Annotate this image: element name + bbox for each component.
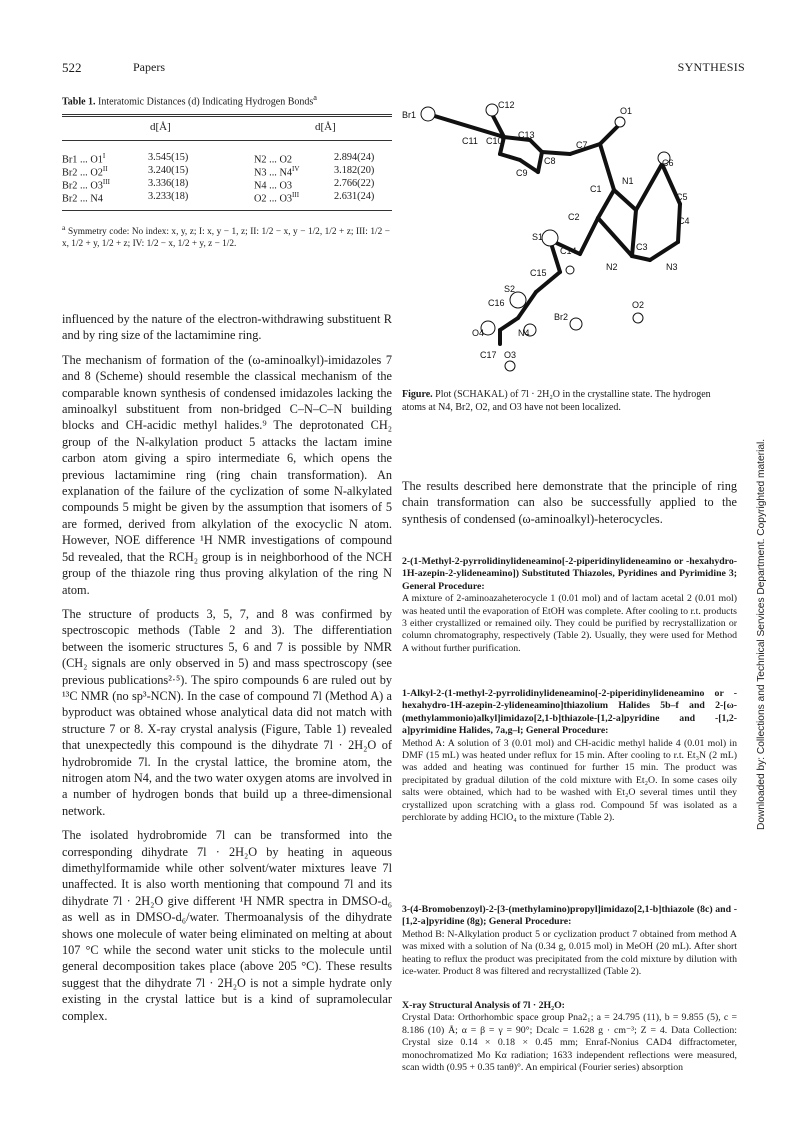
atom-label-C14: C14 [560, 246, 577, 256]
figure-caption-label: Figure. [402, 389, 433, 400]
procedure-title: 2-(1-Methyl-2-pyrrolidinylideneamino[-2-piperidinylideneamino or -hexahydro-1H-azepin-2-ylideneamino]) Substituted Thiazoles, Pyridines and Pyrimidine 3; General Procedure: [402, 556, 737, 592]
procedure-title: X-ray Structural Analysis of 7l · 2H₂O: [402, 1000, 565, 1011]
atom-label-O1: O1 [620, 106, 633, 116]
distance-b: 2.894(24) [334, 152, 375, 163]
table-col-header-left: d[Å] [150, 121, 171, 133]
bond-label-a: Br2 ... $O3^{III}$ [62, 178, 110, 192]
atom-label-C6: C6 [662, 158, 674, 168]
bond-label-b: O2 ... $O3^{III}$ [254, 191, 300, 205]
atom-label-N3: N3 [666, 262, 678, 272]
bond-label-b: N2 ... O2 [254, 154, 293, 166]
figure-caption [402, 389, 737, 414]
table-header-rule [62, 140, 392, 141]
bond-label-b: N4 ... O3 [254, 180, 293, 192]
atom-label-C8: C8 [544, 156, 556, 166]
atom-label-S1: S1 [532, 232, 544, 242]
atom-label-Br1: Br1 [402, 110, 417, 120]
table-top-rule-2 [62, 116, 392, 117]
table-row [62, 152, 392, 165]
table-caption-label: Table 1. [62, 96, 96, 108]
distance-b: 2.631(24) [334, 191, 375, 202]
distance-a: 3.545(15) [148, 152, 189, 163]
procedure-text: Method B: N-Alkylation product 5 or cyclization product 7 obtained from method A was mixed with a solution of Na (0.34 g, 0.015 mol) in MeOH (20 mL). After short heating to reflux the product was precipitated from the cold mixture by dilution with ice-water. Product 8 was filtered and recrystallized (Table 2). [402, 928, 737, 978]
atom-label-C17: C17 [480, 350, 497, 360]
table-top-rule [62, 114, 392, 115]
table-caption [62, 93, 382, 107]
table-row [62, 178, 392, 191]
table-caption-text: Interatomic Distances (d) Indicating Hydrogen Bonds [98, 96, 314, 108]
bond-label-a: Br2 ... N4 [62, 193, 103, 205]
atom-label-C2: C2 [568, 212, 580, 222]
molecule-plot [400, 92, 720, 382]
distance-a: 3.336(18) [148, 178, 189, 189]
table-footnote: $^a$ Symmetry code: No index: x, y, z; I: x, y − 1, z; II: 1/2 − x, y − 1/2, 1/2 + z; III: 1/2 − x, 1/2 + y, 1/2 + z; IV: 1/2 − x, 1/2 + y, z − 1/2. [62, 223, 390, 250]
atom-label-C3: C3 [636, 242, 648, 252]
paragraph: influenced by the nature of the electron-withdrawing substituent R and by ring size of the lactamimine ring. [62, 312, 392, 343]
section-name: Papers [133, 60, 165, 74]
table-row [62, 191, 392, 204]
distance-a: 3.233(18) [148, 191, 189, 202]
atom-label-S2: S2 [504, 284, 516, 294]
table-bottom-rule [62, 210, 392, 211]
atom-label-C15: C15 [530, 268, 547, 278]
atom-label-C7: C7 [576, 140, 588, 150]
bond-label-b: N3 ... $N4^{IV}$ [254, 165, 300, 179]
paragraph: The mechanism of formation of the (ω-aminoalkyl)-imidazoles 7 and 8 (Scheme) should resemble the classical mechanism of the comparable known synthesis of condensed imidazoles lacking the aminoalkyl substituent from non-bridged C–N–C–N building blocks and CH-acidic methyl halides.⁹ The deprotonated CH₂ group of the N-alkylation product 5 attacks the lactam imine carbon atom giving a spiro intermediate 6, which opens the previous lactamimine ring (ring chain transformation). An explanation of the failure of the cyclization of some N-alkylated compounds 5 might be given by the assumption that isomers of 5 are formed, derived from alkylation of the exocyclic N atom. However, NOE difference ¹H NMR investigations of compound 5d revealed, that the RCH₂ group is in neighborhood of the NCH group of the thiazole ring thus proving alkylation of the ring N atom. [62, 352, 392, 597]
left-column-text [62, 311, 392, 1032]
atom-label-Br2: Br2 [554, 312, 569, 322]
download-notice-text: Downloaded by: Collections and Technical Services Department. Copyrighted material. [756, 438, 767, 830]
atom-label-C11: C11 [462, 136, 478, 146]
atom-label-N2: N2 [606, 262, 618, 272]
paragraph: The structure of products 3, 5, 7, and 8 was confirmed by spectroscopic methods (Table 2 and 3). The differentiation between the isomeric structures 5, 6 and 7 is possible by NMR (CH₂ signals are only observed in 5) and mass spectroscopy (see previous publications²·⁵). The spiro compounds 6 are ruled out by ¹³C NMR (no sp³-NCN). In the case of compound 7l (Method A) a byproduct was obtained whose analytical data did not match with structure 7 or 8. X-ray crystal analysis (Figure, Table 1) revealed that unexpectedly this compound is the dihydrate 7l · 2H₂O of hydrobromide 7l. In the crystal lattice, the bromine atom, the nitrogen atom N4, and the two water oxygen atoms are involved in a number of hydrogen bonds that build up a three-dimensional network. [62, 606, 392, 818]
procedure-title: 3-(4-Bromobenzoyl)-2-[3-(methylamino)propyl]imidazo[2,1-b]thiazole (8c) and -[1,2-a]pyridine (8g); General Procedure: [402, 904, 737, 928]
atom-label-N4: N4 [518, 328, 530, 338]
procedure-text: Method A: A solution of 3 (0.01 mol) and CH-acidic methyl halide 4 (0.01 mol) in DMF (15 mL) was heated under reflux for 15 min. After cooling to r.t. Et₃N (2 mL) was added and heating was continued for further 15 min. The product was precipitated by gradual dilution of the cold mixture with Et₂O. In some cases oily salts were obtained, which had to be washed with Et₂O several times until they crystallized upon scratching with a glass rod. Compound 5f was isolated as a perchlorate by adding HClO₄ to the mixture (Table 2). [402, 737, 737, 824]
atom-label-N1: N1 [622, 176, 634, 186]
atom-label-C16: C16 [488, 298, 505, 308]
atom-label-C9: C9 [516, 168, 528, 178]
table-row [62, 165, 392, 178]
distance-b: 2.766(22) [334, 178, 375, 189]
procedure-text: A mixture of 2-aminoazaheterocycle 1 (0.01 mol) and of lactam acetal 2 (0.01 mol) was heated until the evaporation of EtOH was complete. After cooling to r.t. products 3 either crystallized or remained oily. They could be purified by recrystallization or column chromatography, respectively (Table 2). Usually, they were used for Method A without further purification. [402, 593, 737, 654]
procedure-block [402, 1000, 737, 1074]
table-col-header-right: d[Å] [315, 121, 336, 133]
atom-label-C5: C5 [676, 192, 688, 202]
right-column-intro: The results described here demonstrate that the principle of ring chain transformation can also be successfully applied to the synthesis of condensed (ω-aminoalkyl)-heterocycles. [402, 479, 737, 526]
distance-b: 3.182(20) [334, 165, 375, 176]
atom-label-O2: O2 [632, 300, 645, 310]
atom-label-C4: C4 [678, 216, 690, 226]
table-caption-mark: a [313, 93, 317, 102]
procedure-block [402, 688, 737, 824]
journal-name: SYNTHESIS [677, 60, 745, 74]
procedure-block [402, 904, 737, 978]
atom-label-O4: O4 [472, 328, 485, 338]
paragraph: The isolated hydrobromide 7l can be transformed into the corresponding dihydrate 7l · 2H₂O by heating in aqueous dimethylformamide while other solvent/water mixtures leave 7l unaffected. It is also worth mentioning that compound 7l and its dihydrate 7l · 2H₂O give different ¹H NMR spectra in DMSO-d₆ as well as in DMSO-d₆/water. Thermoanalysis of the dihydrate shows one molecule of water being eliminated on melting at about 107 °C while the second water unit sticks to the molecule until general decomposition takes place (above 205 °C). These results suggest that the dihydrate 7l · 2H₂O is not a simple hydrate only existing in the crystal lattice but is a kind of supramolecular complex. [62, 828, 392, 1023]
page-number: 522 [62, 60, 82, 75]
download-notice [752, 360, 772, 830]
atom-label-C1: C1 [590, 184, 602, 194]
procedure-block [402, 556, 737, 655]
bond-label-a: Br2 ... $O2^{II}$ [62, 165, 108, 179]
atom-label-O3: O3 [504, 350, 517, 360]
procedure-text: Crystal Data: Orthorhombic space group Pna2₁; a = 24.795 (11), b = 9.855 (5), c = 8.186 (10) Å; α = β = γ = 90°; Dcalc = 1.628 g · cm⁻³; Z = 4. Data Collection: Crystal size 0.14 × 0.18 × 0.45 mm; Enraf-Nonius CAD4 diffractometer, monochromatized Mo Kα radiation; 1633 independent reflections were measured, scan width (0.95 + 0.35 tanθ)°. An empirical (Fourier series) absorption [402, 1012, 737, 1074]
atom-label-C13: C13 [518, 130, 535, 140]
distance-a: 3.240(15) [148, 165, 189, 176]
procedure-title: 1-Alkyl-2-(1-methyl-2-pyrrolidinylideneamino[-2-piperidinylideneamino or -hexahydro-1H-azepin-2-ylideneamino]thiazolium Halides 5b–f and 2-[ω-(methylammonio)alkyl]imidazo[2,1-b]thiazole-[1,2-a]pyridine and -[1,2-a]pyrimidine Halides, 7a,g–l; General Procedure: [402, 688, 737, 737]
figure-caption-text: Plot (SCHAKAL) of 7l · 2H₂O in the crystalline state. The hydrogen atoms at N4, Br2, O2, and O3 have not been localized. [402, 389, 711, 413]
bond-label-a: Br1 ... $O1^I$ [62, 152, 106, 166]
atom-label-C12: C12 [498, 100, 515, 110]
atom-label-C10: C10 [486, 136, 503, 146]
